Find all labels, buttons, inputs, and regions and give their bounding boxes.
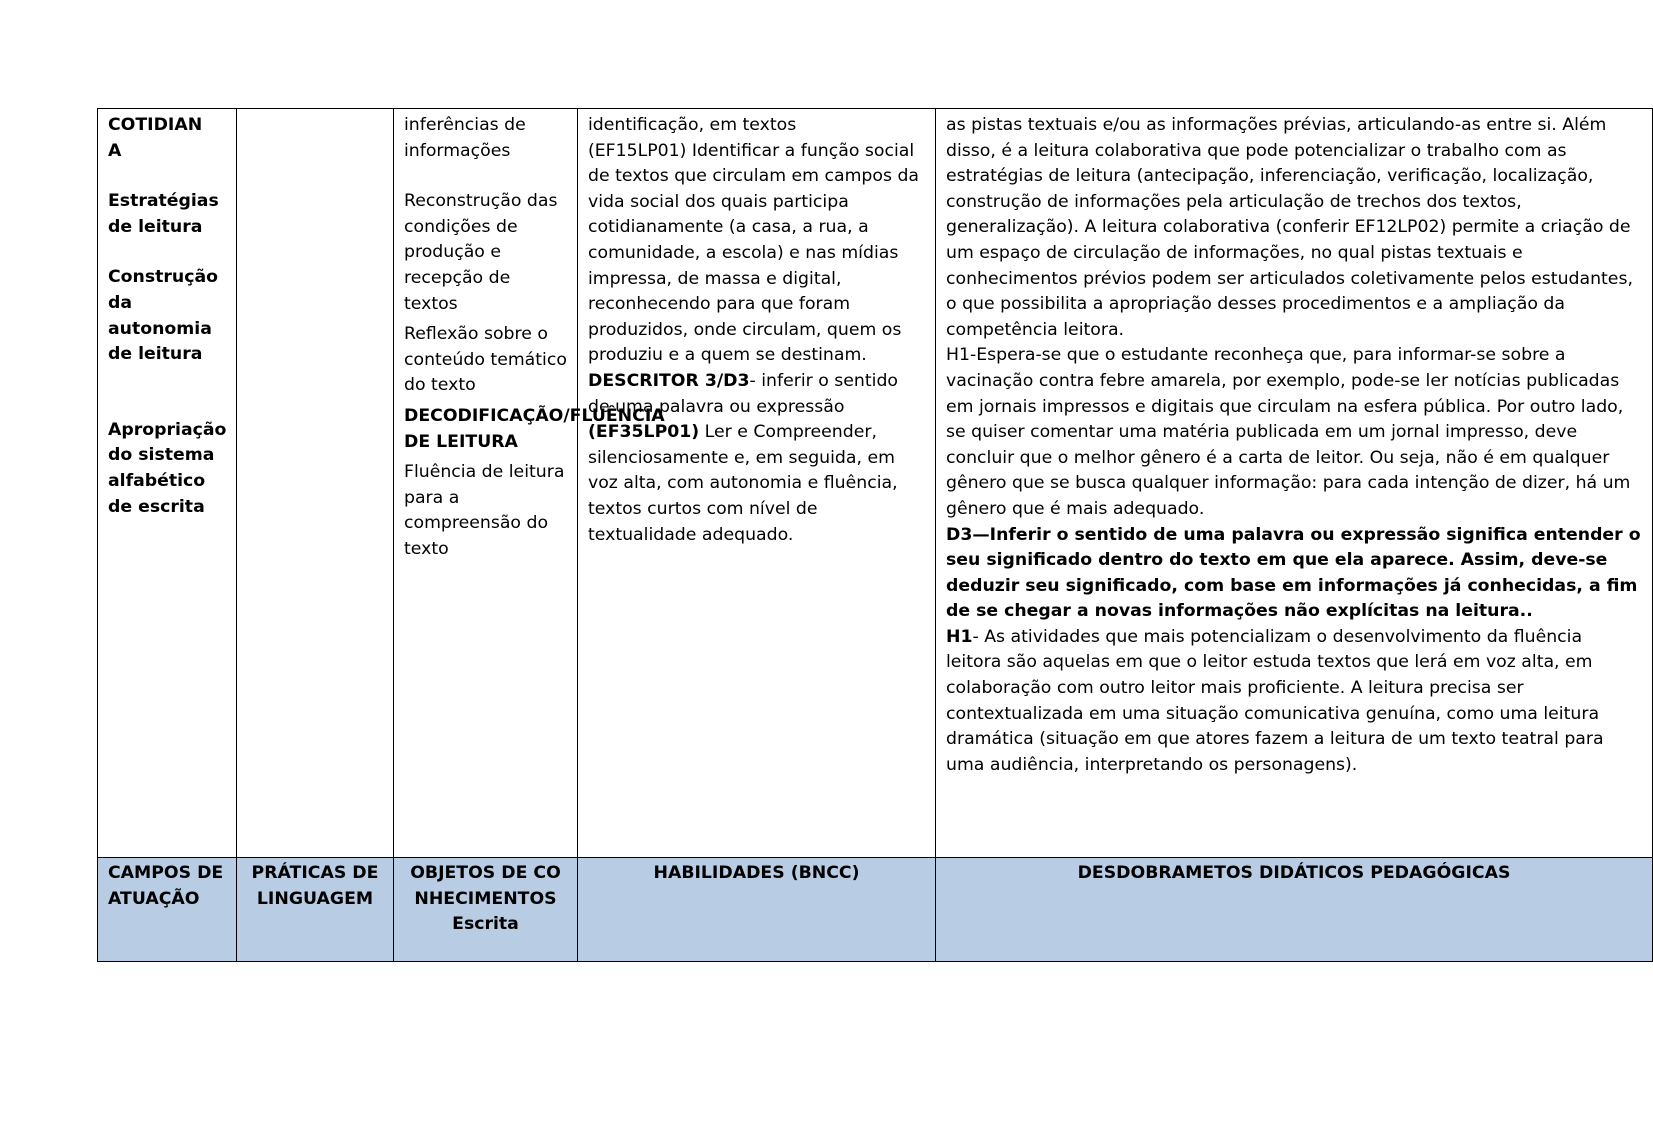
header-desdobramentos: DESDOBRAMETOS DIDÁTICOS PEDAGÓGICAS <box>936 858 1653 962</box>
objetos-reconstrucao: Reconstrução das condições de produção e recepção de textos <box>404 191 558 314</box>
header-objetos-title: OBJETOS DE CONHECIMENTOS <box>410 863 561 909</box>
table-header-row <box>98 858 1653 962</box>
objetos-reflexao: Reflexão sobre o conteúdo temático do texto <box>404 324 567 396</box>
desdobramentos-h1-genero: H1-Espera-se que o estudante reconheça que, para informar-se sobre a vacinação contra febre amarela, por exemplo, pode-se ler notícias publicadas em jornais impressos e digitais que circulam na esfera pública. Por outro lado, se quiser comentar uma matéria publicada em um jornal impresso, deve concluir que o melhor gênero é a carta de leitor. Ou seja, não é em qualquer gênero que se busca qualquer informação: para cada intenção de dizer, há um gênero que é mais adequado. <box>946 345 1631 519</box>
ef35lp01-text: Ler e Compreender, silenciosamente e, em seguida, em voz alta, com autonomia e fluência, textos curtos com nível de textualidade adequado. <box>588 422 898 545</box>
h1-label: H1 <box>946 626 973 647</box>
header-habilidades-bncc: HABILIDADES (BNCC) <box>578 858 936 962</box>
descritor-3-text: - inferir o sentido de uma palavra ou expressão <box>588 370 899 417</box>
cell-desdobramentos <box>936 109 1653 858</box>
campos-line-1: COTIDIAN <box>108 115 203 135</box>
campos-line-2: A <box>108 140 122 161</box>
habilidades-ef15lp01: (EF15LP01) Identificar a função social de textos que circulam em campos da vida social dos quais participa cotidianamente (a casa, a rua, a comunidade, a escola) e nas mídias impressa, de massa e digital, reconhecendo para que foram produzidos, onde circulam, quem os produziu e a quem se destinam. <box>588 140 920 366</box>
header-objetos-de-conhecimentos <box>394 858 578 962</box>
descritor-3-label: DESCRITOR 3/D3 <box>588 370 750 391</box>
campos-construcao-autonomia: Construção da autonomia de leitura <box>108 267 219 365</box>
objetos-inferencias: inferências de informações <box>404 115 526 161</box>
desdobramentos-leitura-colaborativa: as pistas textuais e/ou as informações prévias, articulando-as entre si. Além disso, é a leitura colaborativa que pode potencializar o trabalho com as estratégias de leitura (antecipação, inferenciação, verificação, localização, construção de informações pela articulação de trechos dos textos, generalização). A leitura colaborativa (conferir EF12LP02) permite a criação de um espaço de circulação de informações, no qual pistas textuais e conhecimentos prévios podem ser articulados coletivamente pelos estudantes, o que possibilita a apropriação desses procedimentos e a ampliação da competência leitora. <box>946 115 1633 340</box>
ef35lp01-code: (EF35LP01) <box>588 422 700 443</box>
table-row-content <box>98 109 1653 858</box>
curriculum-table <box>97 108 1653 962</box>
desdobramentos-h1-fluencia <box>946 625 1642 779</box>
desdobramentos-d3: D3—Inferir o sentido de uma palavra ou expressão significa entender o seu significado dentro do texto em que ela aparece. Assim, deve-se deduzir seu significado, com base em informações já conhecidas, a fim de se chegar a novas informações não explícitas na leitura.. <box>946 524 1641 622</box>
header-campos-de-atuacao: CAMPOS DE ATUAÇÃO <box>98 858 237 962</box>
objetos-decodificacao-title: DECODIFICAÇÃO/FLUÊNCIA DE LEITURA <box>404 405 665 452</box>
campos-apropriacao-sistema: Apropriação do sistema alfabético de escrita <box>108 419 227 517</box>
habilidades-identificacao: identificação, em textos <box>588 115 797 135</box>
objetos-fluencia: Fluência de leitura para a compreensão do texto <box>404 462 565 559</box>
h1-fluencia-text: - As atividades que mais potencializam o desenvolvimento da fluência leitora são aquelas em que o leitor estuda textos que lerá em voz alta, em colaboração com outro leitor mais proficiente. A leitura precisa ser contextualizada em uma situação comunicativa genuína, como uma leitura dramática (situação em que atores fazem a leitura de um texto teatral para uma audiência, interpretando os personagens). <box>946 626 1604 775</box>
header-objetos-sub: Escrita <box>452 914 519 935</box>
cell-campos-de-atuacao <box>98 109 237 858</box>
header-praticas-de-linguagem: PRÁTICAS DE LINGUAGEM <box>237 858 394 962</box>
cell-praticas-de-linguagem <box>237 109 394 858</box>
cell-habilidades-bncc <box>578 109 936 858</box>
habilidades-descritor-3 <box>588 369 925 420</box>
campos-estrategias-de-leitura: Estratégias de leitura <box>108 191 219 237</box>
habilidades-ef35lp01 <box>588 420 925 548</box>
